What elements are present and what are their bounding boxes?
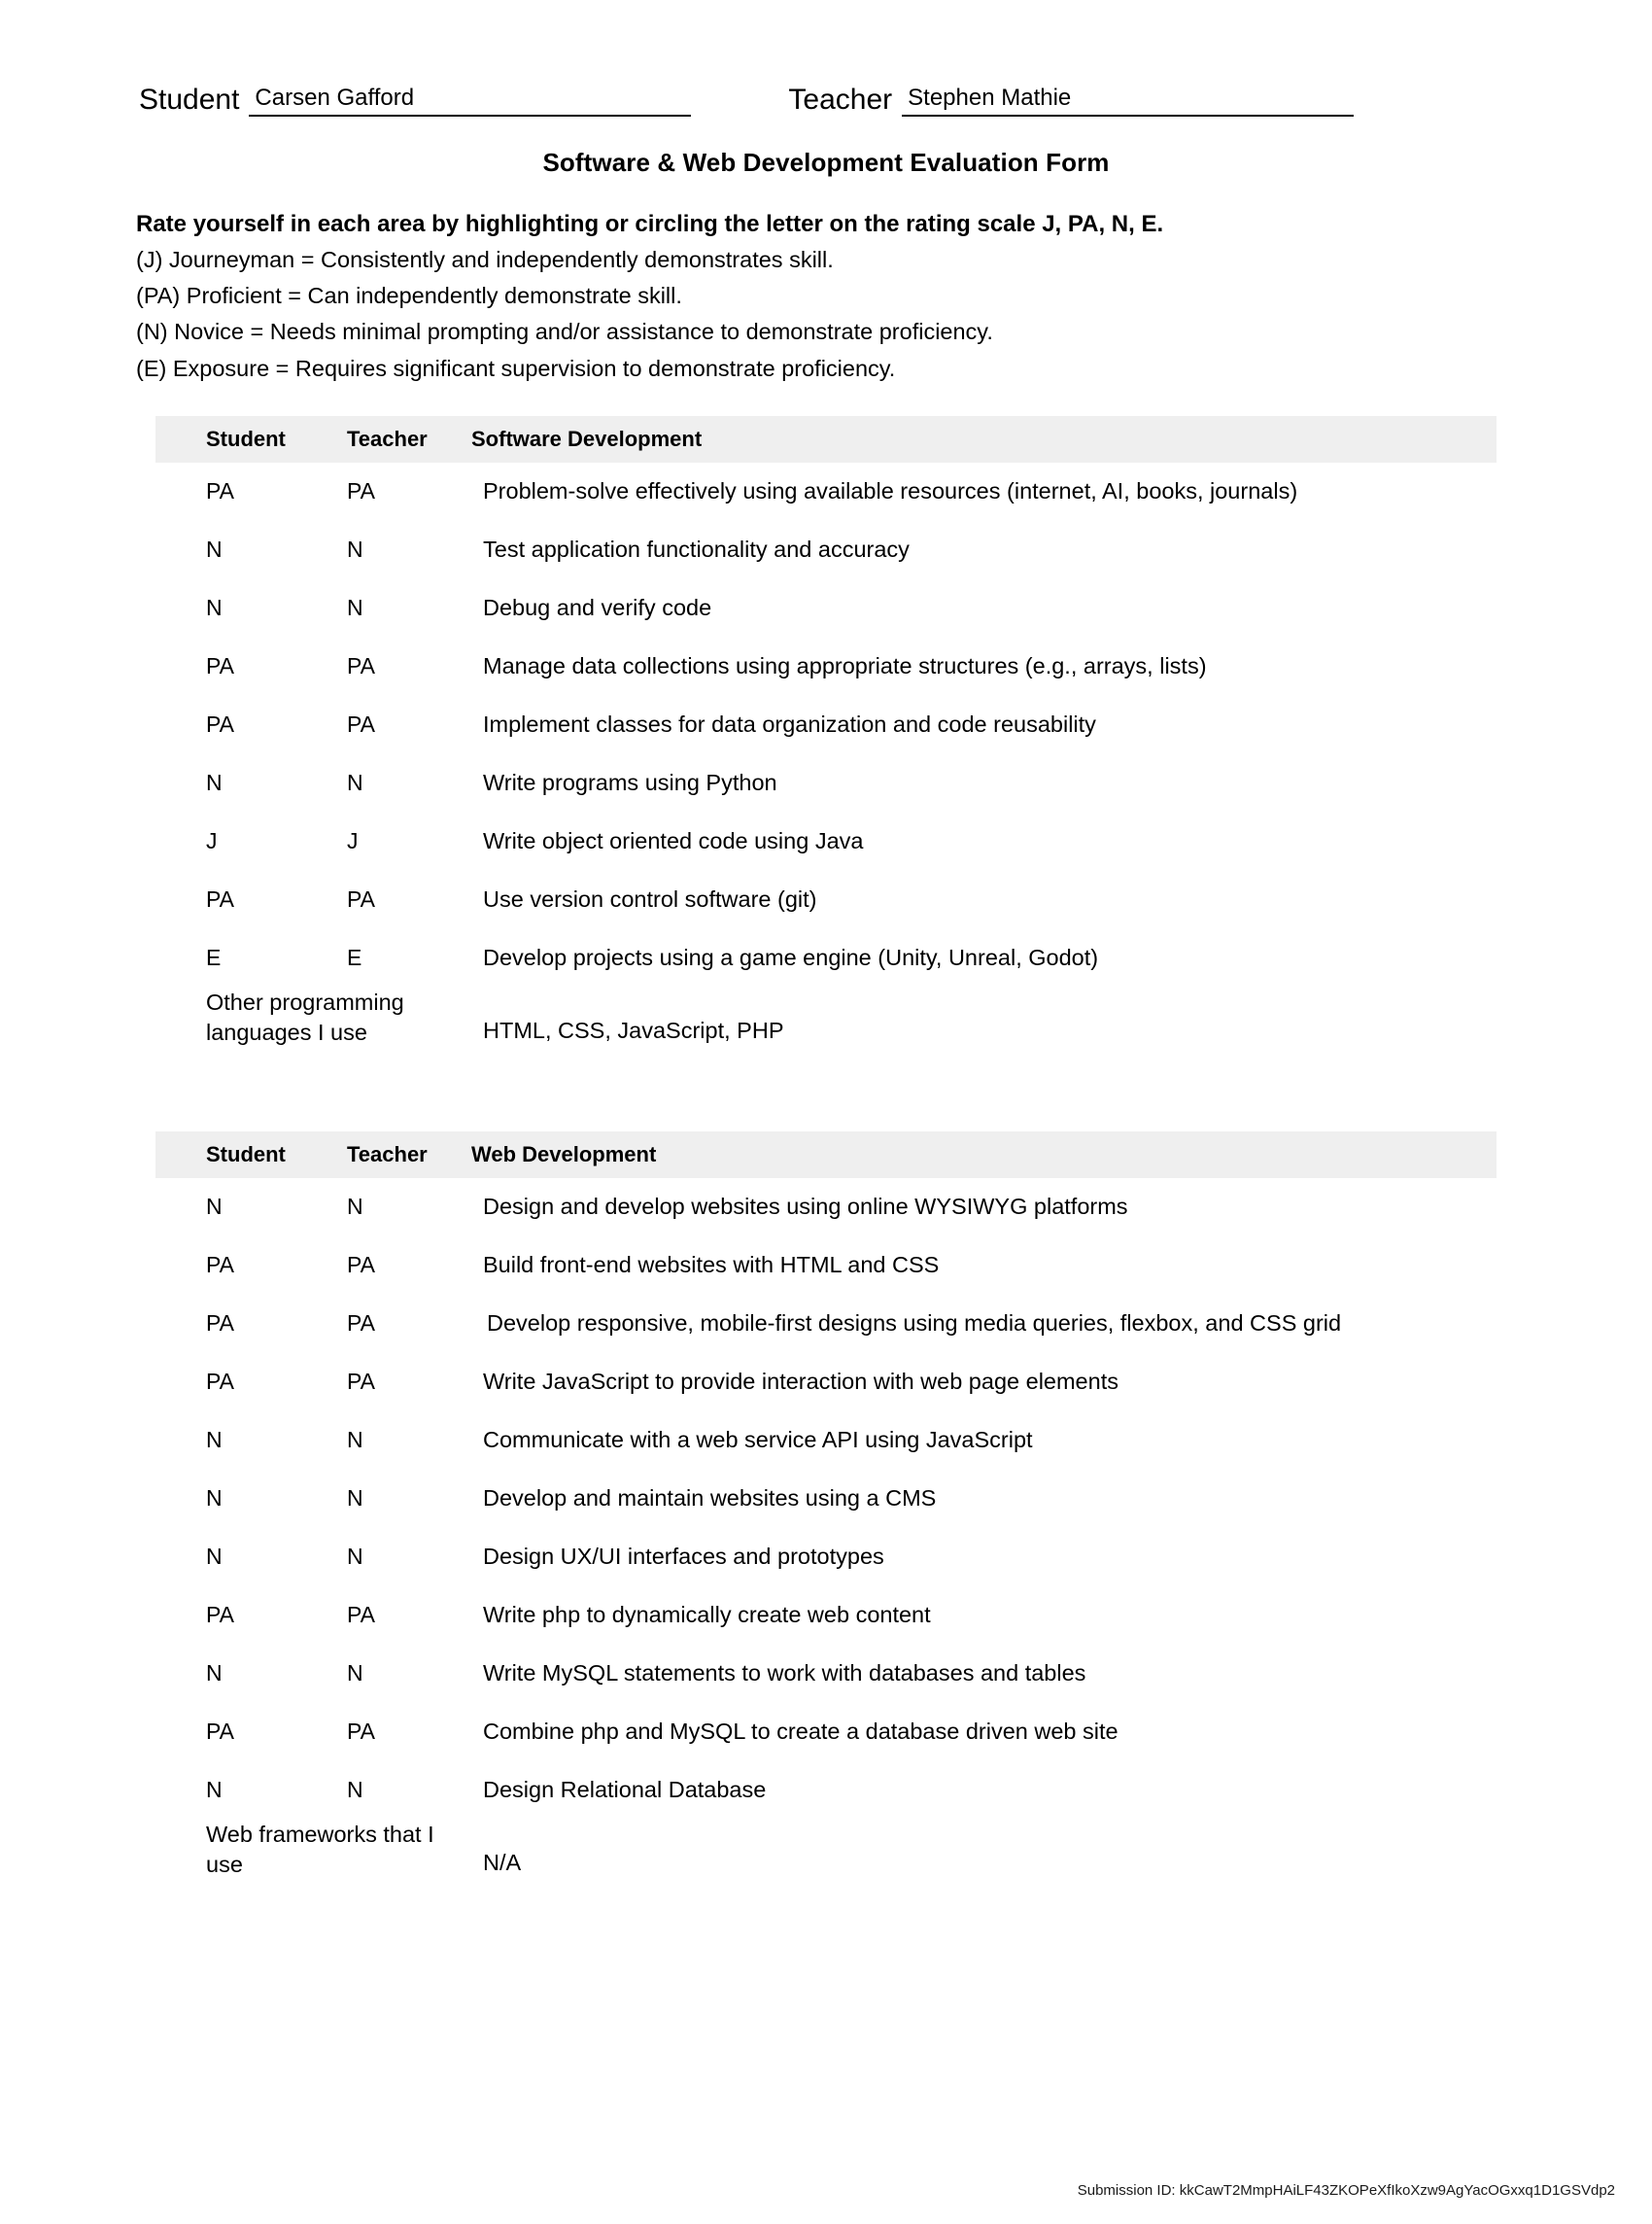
skill-description: Develop projects using a game engine (Unity, Unreal, Godot)	[483, 945, 1099, 971]
teacher-rating[interactable]: PA	[347, 1369, 375, 1395]
form-title: Software & Web Development Evaluation Form	[542, 148, 1110, 177]
table-row	[155, 1761, 1497, 1820]
column-header-teacher: Teacher	[347, 427, 428, 452]
other-languages-value[interactable]: HTML, CSS, JavaScript, PHP	[483, 1018, 784, 1044]
student-rating[interactable]: PA	[206, 712, 234, 738]
student-rating[interactable]: J	[206, 828, 218, 854]
teacher-field-group	[788, 86, 1354, 117]
student-rating[interactable]: N	[206, 770, 223, 796]
student-rating[interactable]: N	[206, 1777, 223, 1803]
table-row	[155, 1470, 1497, 1528]
teacher-rating[interactable]: PA	[347, 478, 375, 504]
skill-description: Use version control software (git)	[483, 886, 817, 913]
scale-definition-exposure: (E) Exposure = Requires significant supervision to demonstrate proficiency.	[136, 355, 896, 381]
student-field-label: Student	[139, 84, 240, 116]
other-languages-label: Other programming languages I use	[206, 990, 404, 1046]
scale-definition-journeyman: (J) Journeyman = Consistently and independently demonstrates skill.	[136, 246, 834, 272]
skill-description: Write object oriented code using Java	[483, 828, 864, 854]
student-rating[interactable]: N	[206, 1194, 223, 1220]
student-rating[interactable]: N	[206, 1660, 223, 1686]
skill-description: Manage data collections using appropriate structures (e.g., arrays, lists)	[483, 653, 1207, 679]
teacher-rating[interactable]: J	[347, 828, 359, 854]
teacher-rating[interactable]: PA	[347, 1602, 375, 1628]
teacher-field-label: Teacher	[788, 84, 893, 116]
skill-description: Design and develop websites using online WYSIWYG platforms	[483, 1194, 1128, 1220]
skill-description: Communicate with a web service API using JavaScript	[483, 1427, 1033, 1453]
table-row	[155, 754, 1497, 813]
column-header-topic: Software Development	[471, 427, 703, 452]
teacher-rating[interactable]: PA	[347, 653, 375, 679]
teacher-rating[interactable]: N	[347, 1485, 363, 1512]
skill-description: Problem-solve effectively using available resources (internet, AI, books, journals)	[483, 478, 1298, 504]
teacher-rating[interactable]: N	[347, 770, 363, 796]
teacher-rating[interactable]: N	[347, 1777, 363, 1803]
scale-definition-proficient: (PA) Proficient = Can independently demonstrate skill.	[136, 283, 682, 309]
name-fields-row	[0, 86, 1652, 117]
column-header-topic: Web Development	[471, 1142, 657, 1167]
teacher-rating[interactable]: PA	[347, 1719, 375, 1745]
table-row	[155, 1586, 1497, 1645]
teacher-rating[interactable]: E	[347, 945, 362, 971]
teacher-rating[interactable]: N	[347, 1544, 363, 1570]
student-rating[interactable]: N	[206, 537, 223, 563]
student-rating[interactable]: PA	[206, 1369, 234, 1395]
skill-description: Develop and maintain websites using a CMS	[483, 1485, 937, 1512]
instructions-heading: Rate yourself in each area by highlighting or circling the letter on the rating scale J, PA, N, E.	[136, 211, 1164, 237]
student-rating[interactable]: N	[206, 1485, 223, 1512]
submission-id: Submission ID: kkCawT2MmpHAiLF43ZKOPeXfIkoXzw9AgYacOGxxq1D1GSVdp2	[1077, 2182, 1615, 2199]
skill-description: Test application functionality and accuracy	[483, 537, 910, 563]
teacher-rating[interactable]: N	[347, 1194, 363, 1220]
teacher-rating[interactable]: PA	[347, 1310, 375, 1337]
instructions-block	[0, 209, 1652, 385]
other-languages-row	[155, 988, 1497, 1065]
teacher-rating[interactable]: PA	[347, 712, 375, 738]
table-row	[155, 1703, 1497, 1761]
skill-description: Design Relational Database	[483, 1777, 767, 1803]
skill-description: Write programs using Python	[483, 770, 777, 796]
column-header-teacher: Teacher	[347, 1142, 428, 1167]
table-row	[155, 1178, 1497, 1236]
table-row	[155, 871, 1497, 929]
column-header-student: Student	[206, 1142, 286, 1167]
table-row	[155, 813, 1497, 871]
evaluation-form-page	[0, 86, 1652, 2224]
student-rating[interactable]: N	[206, 1427, 223, 1453]
student-rating[interactable]: PA	[206, 1719, 234, 1745]
table-header-row	[155, 416, 1497, 463]
table-row	[155, 696, 1497, 754]
web-frameworks-value[interactable]: N/A	[483, 1850, 522, 1876]
table-row	[155, 463, 1497, 521]
skill-description: Implement classes for data organization and code reusability	[483, 712, 1096, 738]
table-row	[155, 1236, 1497, 1295]
web-frameworks-label: Web frameworks that I use	[206, 1822, 434, 1878]
table-row	[155, 1411, 1497, 1470]
student-rating[interactable]: N	[206, 1544, 223, 1570]
teacher-rating[interactable]: N	[347, 537, 363, 563]
table-row	[155, 579, 1497, 638]
student-rating[interactable]: PA	[206, 1602, 234, 1628]
student-field-group	[139, 86, 691, 117]
student-name-value: Carsen Gafford	[255, 85, 415, 111]
web-development-table	[155, 1131, 1497, 1897]
table-header-row	[155, 1131, 1497, 1178]
table-row	[155, 521, 1497, 579]
skill-description: Build front-end websites with HTML and CSS	[483, 1252, 940, 1278]
web-frameworks-row	[155, 1820, 1497, 1897]
skill-description: Design UX/UI interfaces and prototypes	[483, 1544, 884, 1570]
student-rating[interactable]: N	[206, 595, 223, 621]
skill-description: Write php to dynamically create web content	[483, 1602, 931, 1628]
teacher-rating[interactable]: N	[347, 1427, 363, 1453]
software-development-table	[155, 416, 1497, 1065]
student-rating[interactable]: PA	[206, 886, 234, 913]
skill-description: Develop responsive, mobile-first designs using media queries, flexbox, and CSS grid	[487, 1310, 1342, 1337]
table-row	[155, 1528, 1497, 1586]
teacher-name-line	[902, 87, 1354, 117]
teacher-name-value: Stephen Mathie	[908, 85, 1072, 111]
table-row	[155, 638, 1497, 696]
teacher-rating[interactable]: PA	[347, 1252, 375, 1278]
teacher-rating[interactable]: N	[347, 1660, 363, 1686]
student-rating[interactable]: PA	[206, 653, 234, 679]
table-row	[155, 1645, 1497, 1703]
student-rating[interactable]: PA	[206, 1252, 234, 1278]
teacher-rating[interactable]: PA	[347, 886, 375, 913]
skill-description: Debug and verify code	[483, 595, 712, 621]
table-row	[155, 1353, 1497, 1411]
table-row	[155, 1295, 1497, 1353]
student-name-line	[249, 87, 691, 117]
skill-description: Write JavaScript to provide interaction with web page elements	[483, 1369, 1119, 1395]
column-header-student: Student	[206, 427, 286, 452]
skill-description: Combine php and MySQL to create a database driven web site	[483, 1719, 1119, 1745]
table-row	[155, 929, 1497, 988]
student-rating[interactable]: E	[206, 945, 222, 971]
teacher-rating[interactable]: N	[347, 595, 363, 621]
skill-description: Write MySQL statements to work with databases and tables	[483, 1660, 1086, 1686]
student-rating[interactable]: PA	[206, 478, 234, 504]
student-rating[interactable]: PA	[206, 1310, 234, 1337]
scale-definition-novice: (N) Novice = Needs minimal prompting and/or assistance to demonstrate proficiency.	[136, 319, 993, 345]
